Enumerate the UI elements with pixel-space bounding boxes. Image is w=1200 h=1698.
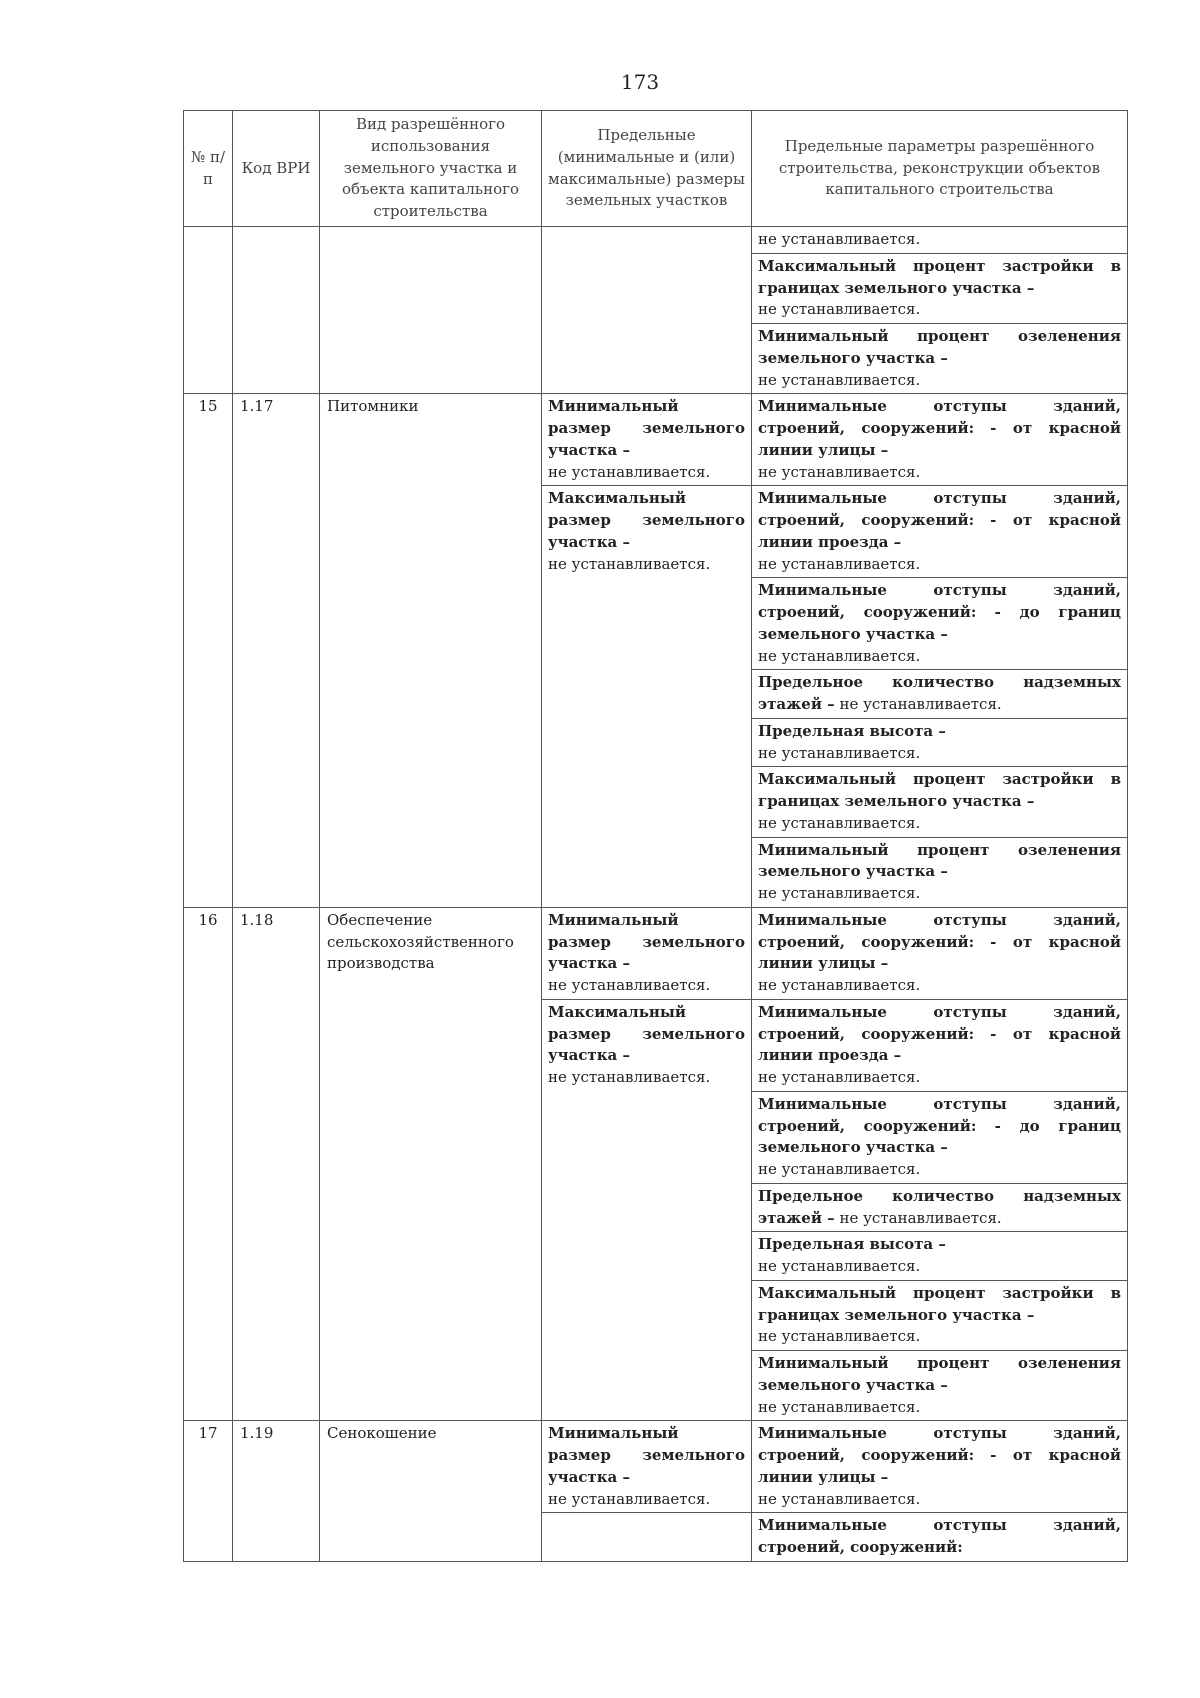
row-code: 1.17: [233, 394, 320, 908]
param-text: [758, 721, 1121, 765]
param-text: [758, 910, 1121, 997]
param-cell: [752, 1351, 1128, 1421]
param-cell: [752, 578, 1128, 670]
header-num: № п/п: [184, 111, 233, 227]
param-cell: [752, 227, 1128, 254]
param-cell: [752, 1183, 1128, 1232]
row-num: 16: [184, 907, 233, 1421]
row-code: 1.18: [233, 907, 320, 1421]
empty-cell-code: [233, 227, 320, 394]
param-value: не устанавливается.: [758, 1397, 921, 1416]
param-label: Предельное количество надземных этажей –: [758, 673, 1121, 713]
param-value: не устанавливается.: [758, 1160, 921, 1178]
param-value: не устанавливается.: [758, 1257, 921, 1275]
param-text: [758, 326, 1121, 391]
page-number: 173: [620, 70, 660, 94]
param-sublabel: - от красной линии улицы –: [758, 932, 1121, 973]
param-cell: [752, 1513, 1128, 1562]
param-value: не устанавливается.: [839, 695, 1002, 713]
param-text: [758, 256, 1121, 321]
size-label: Минимальный размер земельного участка –: [548, 1424, 745, 1486]
row-type: Питомники: [320, 394, 542, 908]
size-text: [548, 910, 745, 997]
size-text: [548, 488, 745, 575]
land-use-table: [183, 110, 1128, 1562]
size-value: не устанавливается.: [548, 976, 711, 994]
min-size-cell: [542, 394, 752, 486]
param-text: [758, 1094, 1121, 1181]
size-label: Минимальный размер земельного участка –: [548, 910, 745, 973]
param-value: не устанавливается.: [839, 1208, 1002, 1227]
param-value: не устанавливается.: [758, 1489, 921, 1508]
param-value: не устанавливается.: [758, 813, 921, 832]
param-cell: [752, 394, 1128, 486]
param-value: не устанавливается.: [758, 370, 921, 389]
param-text: [758, 1186, 1121, 1230]
param-value: не устанавливается.: [758, 1068, 921, 1086]
param-cell: [752, 1091, 1128, 1183]
param-sublabel: - от красной линии улицы –: [758, 1446, 1121, 1486]
empty-cell-type: [320, 227, 542, 394]
row-type: Обеспечение сельскохозяйственного производства: [320, 907, 542, 1421]
size-value: не устанавливается.: [548, 554, 711, 573]
param-label: Максимальный процент застройки в границах земельного участка –: [758, 1283, 1121, 1324]
size-value: не устанавливается.: [548, 1068, 711, 1086]
param-cell: [752, 324, 1128, 394]
param-cell: [752, 670, 1128, 719]
param-cell: [752, 1421, 1128, 1513]
empty-cell-num: [184, 227, 233, 394]
row-num: 17: [184, 1421, 233, 1562]
param-value: не устанавливается.: [758, 300, 921, 319]
param-cell: [752, 1280, 1128, 1350]
param-sublabel: - от красной линии проезда –: [758, 511, 1121, 551]
param-cell: [752, 999, 1128, 1091]
param-text: [758, 229, 1121, 251]
param-text: [758, 1353, 1121, 1418]
max-size-cell: [542, 999, 752, 1421]
min-size-cell: [542, 907, 752, 999]
empty-cell-sizes: [542, 227, 752, 394]
header-type: Вид разрешённого использования земельного участка и объекта капитального строительства: [320, 111, 542, 227]
size-label: Минимальный размер земельного участка –: [548, 397, 745, 459]
param-value: не устанавливается.: [758, 230, 921, 248]
param-label: Минимальный процент озеленения земельного участка –: [758, 840, 1121, 881]
param-label: Предельная высота –: [758, 721, 946, 740]
param-cell: [752, 837, 1128, 907]
param-cell: [752, 907, 1128, 999]
size-text: [548, 1002, 745, 1089]
max-size-cell: [542, 486, 752, 908]
param-label: Максимальный процент застройки в границах земельного участка –: [758, 770, 1121, 810]
param-text: [758, 769, 1121, 834]
param-label: Минимальные отступы зданий, строений, сооружений:: [758, 1516, 1121, 1556]
param-label: Минимальные отступы зданий, строений, сооружений:: [758, 910, 1121, 951]
param-cell: [752, 718, 1128, 767]
size-value: не устанавливается.: [548, 1489, 711, 1508]
param-sublabel: - до границ земельного участка –: [758, 1116, 1121, 1157]
param-value: не устанавливается.: [758, 976, 921, 994]
param-text: [758, 1283, 1121, 1348]
size-text: [548, 396, 745, 483]
size-value: не устанавливается.: [548, 462, 711, 481]
param-value: не устанавливается.: [758, 646, 921, 665]
table-row: [184, 907, 1128, 999]
row-code: 1.19: [233, 1421, 320, 1562]
table-header-row: [184, 111, 1128, 227]
param-cell: [752, 253, 1128, 323]
max-size-cell: [542, 1513, 752, 1562]
param-sublabel: - от красной линии улицы –: [758, 419, 1121, 459]
param-text: [758, 1002, 1121, 1089]
param-cell: [752, 767, 1128, 837]
param-label: Максимальный процент застройки в границах земельного участка –: [758, 256, 1121, 297]
table-row: [184, 1421, 1128, 1513]
param-label: Минимальный процент озеленения земельного участка –: [758, 327, 1121, 367]
row-num: 15: [184, 394, 233, 908]
param-text: [758, 580, 1121, 667]
table-row: [184, 227, 1128, 254]
param-label: Минимальные отступы зданий, строений, сооружений:: [758, 489, 1121, 529]
header-sizes: Предельные (минимальные и (или) максимальные) размеры земельных участков: [542, 111, 752, 227]
param-sublabel: - до границ земельного участка –: [758, 603, 1121, 643]
header-code: Код ВРИ: [233, 111, 320, 227]
min-size-cell: [542, 1421, 752, 1513]
size-label: Максимальный размер земельного участка –: [548, 489, 745, 551]
table-row: [184, 394, 1128, 486]
param-label: Минимальный процент озеленения земельного участка –: [758, 1354, 1121, 1394]
param-value: не устанавливается.: [758, 462, 921, 481]
size-text: [548, 1423, 745, 1510]
param-text: [758, 1515, 1121, 1559]
param-label: Предельное количество надземных этажей –: [758, 1186, 1121, 1227]
param-label: Минимальные отступы зданий, строений, сооружений:: [758, 581, 1121, 621]
param-sublabel: - от красной линии проезда –: [758, 1024, 1121, 1065]
param-text: [758, 488, 1121, 575]
param-value: не устанавливается.: [758, 1327, 921, 1346]
param-text: [758, 1234, 1121, 1278]
param-text: [758, 672, 1121, 716]
param-text: [758, 396, 1121, 483]
param-label: Минимальные отступы зданий, строений, сооружений:: [758, 397, 1121, 437]
param-label: Минимальные отступы зданий, строений, сооружений:: [758, 1424, 1121, 1464]
param-label: Минимальные отступы зданий, строений, сооружений:: [758, 1094, 1121, 1135]
param-label: Минимальные отступы зданий, строений, сооружений:: [758, 1002, 1121, 1043]
row-type: Сенокошение: [320, 1421, 542, 1562]
param-value: не устанавливается.: [758, 884, 921, 902]
param-value: не устанавливается.: [758, 743, 921, 762]
size-label: Максимальный размер земельного участка –: [548, 1002, 745, 1065]
header-params: Предельные параметры разрешённого строительства, реконструкции объектов капитального строительства: [752, 111, 1128, 227]
param-label: Предельная высота –: [758, 1235, 946, 1254]
param-cell: [752, 1232, 1128, 1281]
param-value: не устанавливается.: [758, 554, 921, 573]
param-text: [758, 840, 1121, 905]
param-text: [758, 1423, 1121, 1510]
param-cell: [752, 486, 1128, 578]
